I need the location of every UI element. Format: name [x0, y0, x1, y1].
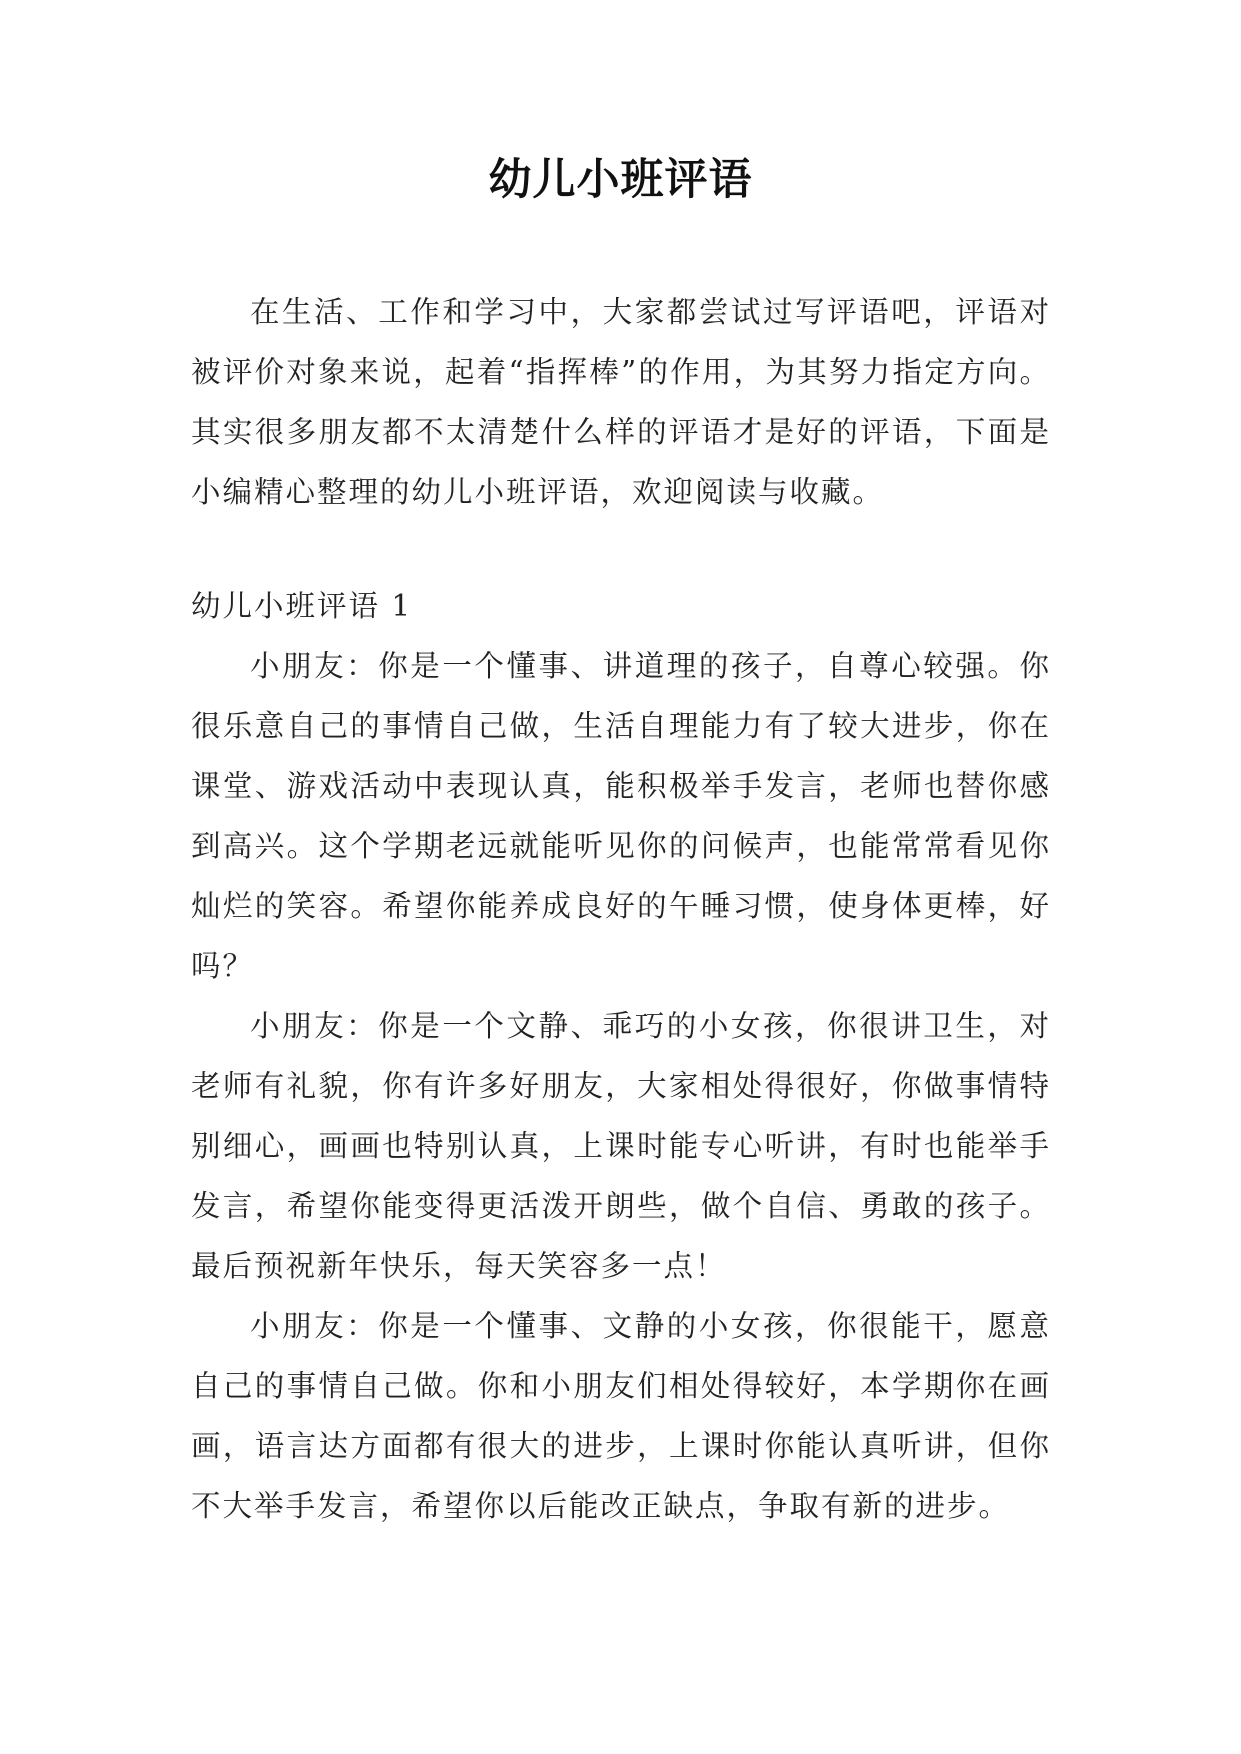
comment-paragraph: 小朋友：你是一个文静、乖巧的小女孩，你很讲卫生，对老师有礼貌，你有许多好朋友，大家相处得很好，你做事情特别细心，画画也特别认真，上课时能专心听讲，有时也能举手发言，希望你能变得更活泼开朗些，做个自信、勇敢的孩子。最后预祝新年快乐，每天笑容多一点！ [191, 1009, 1051, 1283]
comment-paragraph: 小朋友：你是一个懂事、文静的小女孩，你很能干，愿意自己的事情自己做。你和小朋友们相处得较好，本学期你在画画，语言达方面都有很大的进步，上课时你能认真听讲，但你不大举手发言，希望你以后能改正缺点，争取有新的进步。 [191, 1309, 1051, 1523]
document-title: 幼儿小班评语 [488, 155, 753, 205]
intro-paragraph: 在生活、工作和学习中，大家都尝试过写评语吧，评语对被评价对象来说，起着“指挥棒”的作用，为其努力指定方向。其实很多朋友都不太清楚什么样的评语才是好的评语，下面是小编精心整理的幼儿小班评语，欢迎阅读与收藏。 [191, 295, 1051, 509]
section-heading: 幼儿小班评语 1 [191, 589, 413, 623]
section-block [191, 576, 1051, 1536]
intro-block [191, 282, 1051, 522]
comment-paragraph: 小朋友：你是一个懂事、讲道理的孩子，自尊心较强。你很乐意自己的事情自己做，生活自理能力有了较大进步，你在课堂、游戏活动中表现认真，能积极举手发言，老师也替你感到高兴。这个学期老远就能听见你的问候声，也能常常看见你灿烂的笑容。希望你能养成良好的午睡习惯，使身体更棒，好吗？ [191, 649, 1051, 983]
